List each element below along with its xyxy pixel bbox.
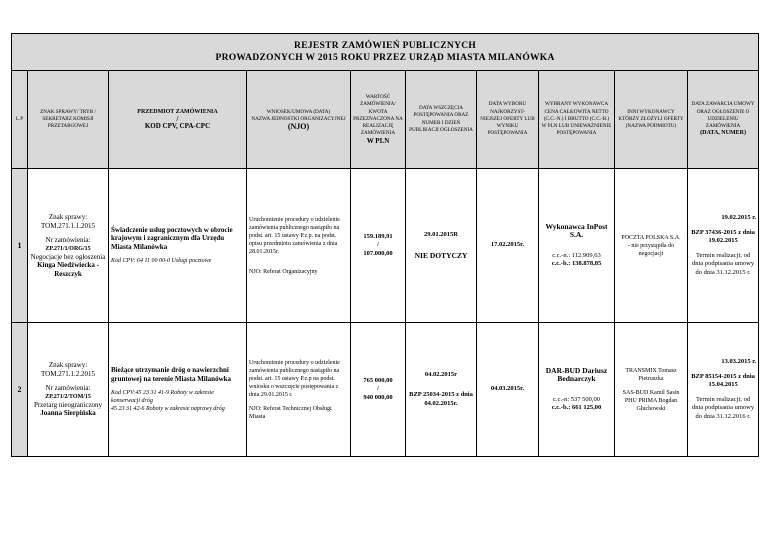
wniosek: Uruchomienie procedury o udzielenie zamówienia publicznego nastąpiło na podst. art. 15 ustawy P.z.p na podst. wniosku o wszczęcie postępowania z dnia 29.01.2015 r. xyxy=(249,359,340,398)
header-data-wszczecia: DATA WSZCZĘCIA POSTĘPOWANIA ORAZ NUMER I DZIEŃ PUBLIKACJI OGŁOSZENIA xyxy=(406,71,477,169)
inni-b: SAS-BUD Kamil Sasin PHU PRIMA Bogdan Głuchowski xyxy=(622,389,680,412)
wszczecie-a: 29.01.2015R xyxy=(424,231,458,238)
nr-label: Nr zamówienia: xyxy=(45,384,91,393)
row-lp: 2 xyxy=(12,323,28,457)
cpv-code: Kod CPV: 64 11 00 00-0 Usługi pocztowe xyxy=(111,258,212,265)
wniosek: Uruchomienie procedury o udzielenie zamówienia publicznego nastąpiło na podst. art. 15 ustawy P.z.p. na podst. opisu przedmiotu zamówienia z dnia 28.01.2015r. xyxy=(249,216,340,255)
row-przedmiot-cell xyxy=(109,323,247,457)
sekretarz: Joanna Sierpińska xyxy=(40,409,96,418)
cpv-code: Kod CPV:45 23 31 41-9 Roboty w zakresie konserwacji dróg xyxy=(111,390,214,404)
wszczecie-b: NIE DOTYCZY xyxy=(414,250,468,260)
row-zawarcie-cell xyxy=(688,169,759,323)
zawarcie-a: 19.02.2015 r. xyxy=(721,214,757,221)
nr-value: ZP.271/1/ORG/15 xyxy=(45,245,91,252)
header-przedmiot-b: KOD CPV, CPA-CPC xyxy=(144,122,211,131)
header-wartosc xyxy=(351,71,406,169)
inni-b: - nie przystąpiła do negocjacji xyxy=(627,242,675,257)
znak-label: Znak sprawy: xyxy=(48,361,88,370)
header-wniosek-b: NAZWA JEDNOSTKI ORGANIZACYJNEJ xyxy=(251,115,346,122)
wartosc-b: 940 000,00 xyxy=(363,393,393,401)
sekretarz: Kinga Niedźwiecka - Reszczyk xyxy=(37,261,99,278)
header-data-zawarcia-a: DATA ZAWARCIA UMOWY ORAZ OGŁOSZENIE O UDZIELENIU ZAMÓWIENIA xyxy=(691,101,755,130)
przedmiot: Bieżące utrzymanie dróg o nawierzchni gruntowej na terenie Miasta Milanówka xyxy=(111,366,232,383)
njo: NJO: Referat Organizacyjny xyxy=(249,268,318,275)
table-row xyxy=(12,169,759,323)
wartosc-sep: / xyxy=(377,241,379,249)
row-wykonawca-cell xyxy=(539,169,615,323)
row-wartosc-cell xyxy=(351,323,406,457)
tryb: Negocjacje bez ogłoszenia xyxy=(30,252,106,261)
row-wniosek-cell xyxy=(247,169,351,323)
cena-netto: c.c.-n: 537 500,00 xyxy=(552,395,601,403)
inni-a: TRANSMIX Tomasz Pietruszka xyxy=(625,367,677,382)
wartosc-b: 107.000,00 xyxy=(363,249,393,257)
wartosc-sep: / xyxy=(377,385,379,393)
register-table xyxy=(11,33,759,457)
row-przedmiot-cell xyxy=(109,169,247,323)
page-title xyxy=(12,34,759,71)
nr-label: Nr zamówienia: xyxy=(45,236,91,244)
row-znak-cell xyxy=(28,323,109,457)
header-row xyxy=(12,71,759,169)
header-wybrany: WYBRANY WYKONAWCA CENA CAŁKOWITA NETTO (C.C.-N.) I BRUTTO (C.C.-B.) W PLN LUB UNIEWAŻNIENIE POSTĘPOWANIA xyxy=(539,71,615,169)
header-wartosc-a: WARTOŚĆ ZAMÓWIENIA/ KWOTA PRZEZNACZONA NA REALIZACJĘ ZAMÓWIENIA xyxy=(353,94,403,137)
row-inni-cell xyxy=(615,169,688,323)
zawarcie-c: Termin realizacji; od dnia podpisania umowy do dnia 31.12.2015 r. xyxy=(692,251,755,276)
znak-value: TOM.271.1.2.2015 xyxy=(41,369,95,378)
wartosc-a: 159.189,91 xyxy=(363,232,393,240)
row-inni-cell xyxy=(615,323,688,457)
zawarcie-b: BZP 85154-2015 z dnia 15.04.2015 xyxy=(691,372,755,388)
table-row xyxy=(12,323,759,457)
header-data-wyboru: DATA WYBORU NAJKORZYST- NIEJSZEJ OFERTY LUB WYNIKU POSTĘPOWANIA xyxy=(477,71,539,169)
row-wybor-cell: 04.03.2015r. xyxy=(477,323,539,457)
title-line-1: REJESTR ZAMÓWIEŃ PUBLICZNYCH xyxy=(294,41,477,51)
row-wartosc-cell xyxy=(351,169,406,323)
zawarcie-b: BZP 37436-2015 z dnia 19.02.2015 xyxy=(691,228,755,244)
wykonawca: DAR-BUD Dariusz Bednarczyk xyxy=(545,365,608,383)
zawarcie-a: 13.03.2015 r. xyxy=(721,358,757,365)
wszczecie-b: BZP 25034-2015 z dnia 04.02.2015r. xyxy=(409,391,473,407)
wartosc-a: 765 000,00 xyxy=(363,376,393,384)
header-wniosek-c: (NJO) xyxy=(287,122,310,132)
znak-label: Znak sprawy: xyxy=(48,213,88,221)
header-przedmiot-a: PRZEDMIOT ZAMÓWIENIA xyxy=(137,108,218,115)
wykonawca: Wykonawca InPost S.A. xyxy=(545,221,608,239)
row-wykonawca-cell xyxy=(539,323,615,457)
njo: NJO: Referat Technicznej Obsługi Miasta xyxy=(249,405,332,420)
cena-netto: c.c.-n.: 112.909,63 xyxy=(552,251,601,259)
header-data-zawarcia xyxy=(688,71,759,169)
header-lp: L.P xyxy=(12,71,28,169)
row-zawarcie-cell xyxy=(688,323,759,457)
row-wniosek-cell xyxy=(247,323,351,457)
przedmiot: Świadczenie usług pocztowych w obrocie krajowym i zagranicznym dla Urzędu Miasta Milanówka xyxy=(111,225,233,251)
tryb: Przetarg nieograniczony xyxy=(33,400,103,409)
row-wszczecie-cell xyxy=(406,169,477,323)
header-wniosek-a: WNIOSEK/UMOWA (DATA) xyxy=(266,108,331,115)
row-wszczecie-cell xyxy=(406,323,477,457)
header-wniosek xyxy=(247,71,351,169)
cena-brutto: c.c.-b.: 661 125,00 xyxy=(551,404,602,411)
zawarcie-c: Termin realizacji; od dnia podpisania umowy do dnia 31.12.2016 r. xyxy=(692,395,755,420)
cpv-code-2: 45 23 31 42-6 Roboty w zakresie naprawy dróg xyxy=(111,406,225,412)
header-wartosc-b: W PLN xyxy=(366,136,390,145)
inni-a: POCZTA POLSKA S.A. xyxy=(621,234,681,241)
title-row xyxy=(12,34,759,71)
row-znak-cell xyxy=(28,169,109,323)
header-znak: ZNAK SPRAWY/ TRYB / SEKRETARZ KOMISJI PRZETARGOWEJ xyxy=(28,71,109,169)
title-line-2: PROWADZONYCH W 2015 ROKU PRZEZ URZĄD MIASTA MILANÓWKA xyxy=(215,53,555,63)
row-wybor-cell: 17.02.2015r. xyxy=(477,169,539,323)
wszczecie-a: 04.02.2015r xyxy=(424,370,458,378)
znak-value: TOM.271.1.1.2015 xyxy=(41,221,95,230)
row-lp: 1 xyxy=(12,169,28,323)
nr-value: ZP.271/2/TOM/15 xyxy=(45,393,91,400)
cena-brutto: c.c.-b.: 138.878,85 xyxy=(551,260,602,267)
header-inni: INNI WYKONAWCY KTÓRZY ZŁOŻYLI OFERTY (NAZWA PODMIOTU) xyxy=(615,71,688,169)
register-table-wrapper xyxy=(11,33,758,457)
header-przedmiot xyxy=(109,71,247,169)
header-przedmiot-sep: / xyxy=(176,114,179,123)
header-data-zawarcia-b: (DATA, NUMER) xyxy=(700,130,746,137)
